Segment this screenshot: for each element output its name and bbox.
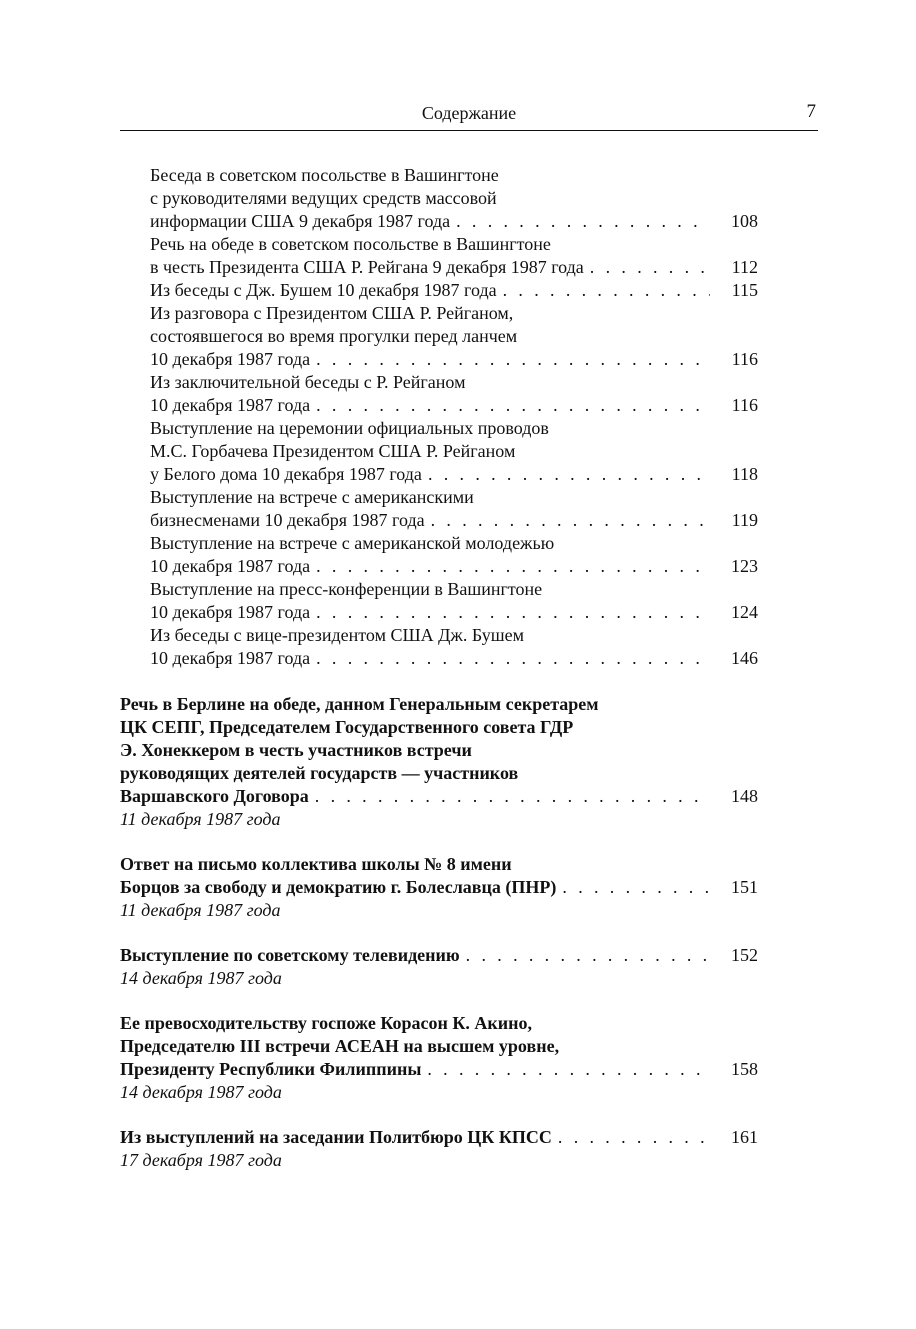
toc-page-number: 148 [731,786,758,806]
toc-section-line [120,944,710,967]
dot-leader [590,256,710,279]
toc-entry-line-text: Беседа в советском посольстве в Вашингтоне [150,165,499,185]
toc-entry-line-text: 10 декабря 1987 года [150,602,311,622]
toc-entry-line-text: Выступление на церемонии официальных проводов [150,418,549,438]
toc-entry-line [150,279,710,302]
toc-section-line-text: Председателю III встречи АСЕАН на высшем уровне, [120,1036,560,1056]
toc-entry-line-text: 10 декабря 1987 года [150,349,311,369]
toc-entry-line-text: в честь Президента США Р. Рейгана 9 декабря 1987 года [150,257,584,277]
toc-page-number: 118 [731,464,758,484]
dot-leader [316,555,710,578]
toc-page-number: 146 [731,648,758,668]
toc-section-line-text: Э. Хонеккером в честь участников встречи [120,740,472,760]
toc-entry-line [150,463,710,486]
toc-section-date-text: 17 декабря 1987 года [120,1150,282,1170]
toc-section-line-text: Речь в Берлине на обеде, данном Генеральным секретарем [120,694,599,714]
toc-entry-line [150,302,710,325]
toc-section-line-text: Из выступлений на заседании Политбюро ЦК КПСС [120,1127,552,1147]
toc-page-number: 123 [731,556,758,576]
dot-leader [428,463,710,486]
toc-section-date-text: 14 декабря 1987 года [120,1082,282,1102]
toc-section-line-text: Ее превосходительству госпоже Корасон К. Акино, [120,1013,533,1033]
toc-entry-line [150,601,710,624]
toc-entry-line [150,624,710,647]
toc-section-date [120,899,710,922]
toc-section-date [120,808,710,831]
toc-entry-line-text: Выступление на встрече с американской молодежью [150,533,555,553]
toc-entry-line-text: Выступление на пресс-конференции в Вашингтоне [150,579,543,599]
toc-entry-line [150,348,710,371]
dot-leader [316,647,710,670]
toc-section-date [120,967,710,990]
toc-entry-line-text: информации США 9 декабря 1987 года [150,211,451,231]
running-head [120,100,818,131]
toc-entry-line-text: у Белого дома 10 декабря 1987 года [150,464,422,484]
toc-section-date-text: 11 декабря 1987 года [120,900,281,920]
toc-entry-line [150,233,710,256]
toc-entry-line [150,210,710,233]
toc-page-number: 116 [731,395,758,415]
toc-section-line-text: Варшавского Договора [120,786,309,806]
toc-entry-line [150,578,710,601]
toc-page-number: 124 [731,602,758,622]
toc-page-number: 115 [731,280,758,300]
toc-entry-line [150,394,710,417]
page-number: 7 [806,101,816,122]
toc-entry-line-text: Из разговора с Президентом США Р. Рейганом, [150,303,514,323]
toc-section-line-text: Борцов за свободу и демократию г. Болеславца (ПНР) [120,877,557,897]
toc-section-line [120,716,710,739]
toc-entry-line-text: Выступление на встрече с американскими [150,487,474,507]
toc-section-line [120,1035,710,1058]
toc-section-date [120,1149,710,1172]
toc-section-line-text: Выступление по советскому телевидению [120,945,460,965]
toc-section-line-text: Ответ на письмо коллектива школы № 8 имени [120,854,512,874]
toc-section-line [120,1012,710,1035]
toc-section-date [120,1081,710,1104]
toc-entry-line [150,647,710,670]
toc-section-line [120,876,710,899]
dot-leader [558,1126,710,1149]
toc-section-line [120,1126,710,1149]
toc-entry-line [150,325,710,348]
toc-entry-line-text: бизнесменами 10 декабря 1987 года [150,510,425,530]
toc-section-date-text: 11 декабря 1987 года [120,809,281,829]
toc-page-number: 161 [731,1127,758,1147]
toc-page-number: 108 [731,211,758,231]
toc-entry-line-text: 10 декабря 1987 года [150,556,311,576]
dot-leader [466,944,710,967]
running-head-title: Содержание [421,103,517,123]
toc-entry-line [150,509,710,532]
dot-leader [316,394,710,417]
toc-entry-line [150,256,710,279]
toc-entry-line-text: Из заключительной беседы с Р. Рейганом [150,372,466,392]
dot-leader [315,785,710,808]
toc-entry-line-text: М.С. Горбачева Президентом США Р. Рейганом [150,441,516,461]
dot-leader [431,509,710,532]
toc-page-number: 158 [731,1059,758,1079]
toc-entry-line-text: с руководителями ведущих средств массовой [150,188,497,208]
toc-entry-line [150,187,710,210]
toc-page-number: 116 [731,349,758,369]
toc-entry-line [150,486,710,509]
toc-section-line-text: ЦК СЕПГ, Председателем Государственного совета ГДР [120,717,574,737]
dot-leader [316,601,710,624]
toc-page-number: 112 [731,257,758,277]
toc-entry-line-text: Из беседы с Дж. Бушем 10 декабря 1987 года [150,280,497,300]
toc-entry-line-text: Из беседы с вице-президентом США Дж. Бушем [150,625,524,645]
toc-section-line-text: Президенту Республики Филиппины [120,1059,422,1079]
toc-section-line [120,693,710,716]
toc-entry-line-text: 10 декабря 1987 года [150,395,311,415]
toc-entry-line-text: Речь на обеде в советском посольстве в Вашингтоне [150,234,551,254]
toc-entry-line [150,371,710,394]
toc-section-line [120,853,710,876]
toc-section-line [120,762,710,785]
toc-entry-line [150,417,710,440]
toc-entry-line [150,555,710,578]
toc-page-number: 119 [731,510,758,530]
toc-entry-line [150,164,710,187]
toc-section-line [120,739,710,762]
toc-entry-line [150,440,710,463]
dot-leader [503,279,710,302]
dot-leader [427,1058,710,1081]
toc-entry-line [150,532,710,555]
dot-leader [456,210,710,233]
toc-section-line-text: руководящих деятелей государств — участников [120,763,519,783]
toc-section-date-text: 14 декабря 1987 года [120,968,282,988]
dot-leader [316,348,710,371]
toc-page-number: 151 [731,877,758,897]
dot-leader [562,876,710,899]
toc-section-line [120,1058,710,1081]
toc-page-number: 152 [731,945,758,965]
toc-entry-line-text: 10 декабря 1987 года [150,648,311,668]
toc-entry-line-text: состоявшегося во время прогулки перед ланчем [150,326,518,346]
toc-section-line [120,785,710,808]
